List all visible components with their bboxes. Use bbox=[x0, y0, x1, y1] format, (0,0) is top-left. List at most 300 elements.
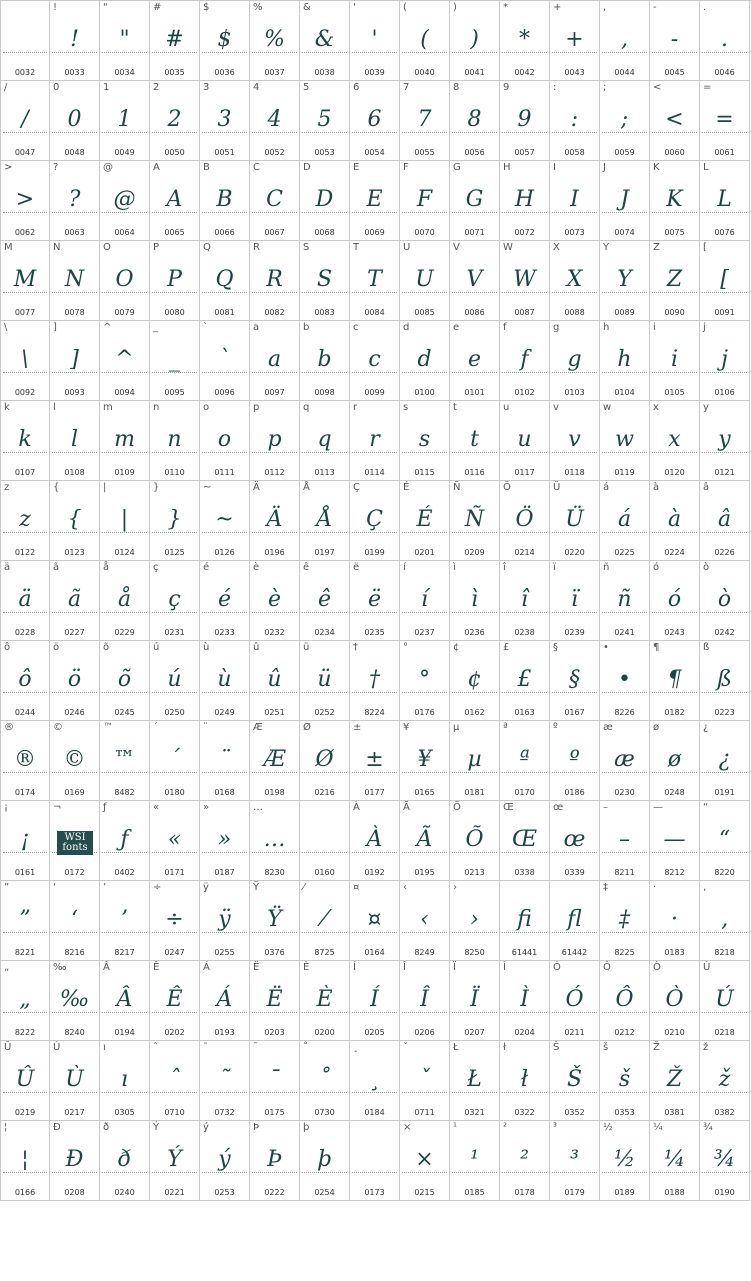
character-label: † bbox=[353, 642, 358, 653]
character-label: 9 bbox=[503, 82, 510, 93]
glyph-cell bbox=[200, 401, 250, 481]
character-label: G bbox=[453, 162, 461, 173]
character-code: 0216 bbox=[314, 788, 335, 797]
glyph-cell bbox=[50, 881, 100, 961]
character-label: ç bbox=[153, 562, 159, 573]
character-label: R bbox=[253, 242, 260, 253]
glyph-sample: å bbox=[117, 587, 132, 612]
character-code: 0106 bbox=[714, 388, 735, 397]
glyph-cell bbox=[500, 881, 550, 961]
character-label: Õ bbox=[453, 802, 461, 813]
character-label: | bbox=[103, 482, 107, 493]
glyph-cell bbox=[600, 481, 650, 561]
glyph-cell bbox=[350, 961, 400, 1041]
glyph-cell bbox=[500, 401, 550, 481]
glyph-sample: ÿ bbox=[218, 907, 231, 932]
glyph-cell bbox=[700, 321, 750, 401]
character-label: J bbox=[603, 162, 606, 173]
character-code: 0173 bbox=[364, 1188, 385, 1197]
character-code: 0109 bbox=[114, 468, 135, 477]
glyph-cell bbox=[550, 1041, 600, 1121]
character-code: 0223 bbox=[714, 708, 735, 717]
glyph-sample: 5 bbox=[317, 107, 332, 132]
character-code: 0083 bbox=[314, 308, 335, 317]
glyph-sample: ˇ bbox=[419, 1067, 430, 1092]
glyph-sample: Ô bbox=[615, 987, 634, 1012]
glyph-sample: 7 bbox=[417, 107, 432, 132]
glyph-sample: Œ bbox=[511, 827, 538, 852]
glyph-sample: R bbox=[266, 267, 283, 292]
character-label: ł bbox=[503, 1042, 506, 1053]
character-label: ° bbox=[403, 642, 408, 653]
character-label: j bbox=[703, 322, 706, 333]
character-code: 0189 bbox=[614, 1188, 635, 1197]
character-label: Ý bbox=[153, 1122, 160, 1133]
character-code: 0247 bbox=[164, 948, 185, 957]
glyph-sample: µ bbox=[467, 747, 482, 772]
glyph-cell bbox=[100, 321, 150, 401]
glyph-sample: Ü bbox=[565, 507, 584, 532]
glyph-cell bbox=[250, 721, 300, 801]
character-code: 0255 bbox=[214, 948, 235, 957]
glyph-sample: É bbox=[416, 507, 433, 532]
glyph-cell bbox=[700, 801, 750, 881]
glyph-cell bbox=[50, 561, 100, 641]
character-label: Å bbox=[303, 482, 310, 493]
glyph-cell bbox=[350, 321, 400, 401]
glyph-cell bbox=[600, 1121, 650, 1201]
character-label: z bbox=[4, 482, 10, 493]
character-code: 0097 bbox=[264, 388, 285, 397]
glyph-sample: = bbox=[715, 107, 734, 132]
glyph-cell bbox=[650, 401, 700, 481]
character-label: g bbox=[553, 322, 560, 333]
glyph-cell bbox=[50, 401, 100, 481]
character-label: ¥ bbox=[403, 722, 410, 733]
glyph-cell bbox=[250, 641, 300, 721]
character-label: ä bbox=[4, 562, 11, 573]
character-label: è bbox=[253, 562, 260, 573]
character-code: 0242 bbox=[714, 628, 735, 637]
character-label: ^ bbox=[103, 322, 112, 333]
character-label: Á bbox=[203, 962, 210, 973]
glyph-cell bbox=[500, 1, 550, 81]
character-label: Ö bbox=[503, 482, 511, 493]
character-code: 0245 bbox=[114, 708, 135, 717]
character-code: 0126 bbox=[214, 548, 235, 557]
character-label: ‹ bbox=[403, 882, 407, 893]
character-label: ⁄ bbox=[303, 882, 305, 893]
glyph-cell bbox=[350, 481, 400, 561]
character-code: 0181 bbox=[464, 788, 485, 797]
character-label: H bbox=[503, 162, 511, 173]
character-code: 0240 bbox=[114, 1188, 135, 1197]
glyph-cell bbox=[550, 321, 600, 401]
character-code: 8725 bbox=[314, 948, 335, 957]
character-code: 0238 bbox=[514, 628, 535, 637]
character-code: 0248 bbox=[664, 788, 685, 797]
glyph-cell bbox=[100, 1041, 150, 1121]
character-code: 8216 bbox=[64, 948, 85, 957]
character-label: V bbox=[453, 242, 460, 253]
glyph-sample: ¯ bbox=[269, 1067, 280, 1092]
character-label: % bbox=[253, 2, 263, 13]
glyph-cell bbox=[450, 401, 500, 481]
character-code: 0235 bbox=[364, 628, 385, 637]
character-label: þ bbox=[303, 1122, 310, 1133]
character-label: § bbox=[553, 642, 558, 653]
glyph-sample: Í bbox=[370, 987, 379, 1012]
character-label: ˜ bbox=[203, 1042, 208, 1053]
glyph-sample: ¡ bbox=[20, 827, 30, 852]
character-label: Ä bbox=[253, 482, 260, 493]
glyph-cell bbox=[250, 481, 300, 561]
character-code: 0059 bbox=[614, 148, 635, 157]
glyph-cell bbox=[300, 1121, 350, 1201]
character-code: 0730 bbox=[314, 1108, 335, 1117]
character-code: 0161 bbox=[14, 868, 36, 877]
character-label: ¸ bbox=[353, 1042, 358, 1053]
glyph-sample: Ð bbox=[65, 1147, 84, 1172]
character-label: s bbox=[403, 402, 409, 413]
character-label: ¬ bbox=[53, 802, 62, 813]
glyph-sample: U bbox=[415, 267, 434, 292]
character-code: 0044 bbox=[614, 68, 635, 77]
glyph-sample: K bbox=[666, 187, 683, 212]
glyph-sample: ƒ bbox=[120, 827, 129, 852]
character-code: 0032 bbox=[14, 68, 36, 77]
glyph-cell bbox=[450, 1, 500, 81]
glyph-sample: ˜ bbox=[219, 1067, 230, 1092]
glyph-cell bbox=[650, 801, 700, 881]
glyph-cell bbox=[500, 1041, 550, 1121]
glyph-sample: ð bbox=[117, 1147, 132, 1172]
glyph-cell bbox=[400, 641, 450, 721]
character-code: 0225 bbox=[614, 548, 635, 557]
character-code: 0732 bbox=[214, 1108, 235, 1117]
character-code: 0107 bbox=[14, 468, 36, 477]
character-code: 0105 bbox=[664, 388, 685, 397]
glyph-cell bbox=[450, 161, 500, 241]
character-code: 0227 bbox=[64, 628, 85, 637]
character-label: Ê bbox=[153, 962, 160, 973]
glyph-sample: Â bbox=[116, 987, 133, 1012]
character-code: 0111 bbox=[214, 468, 235, 477]
glyph-sample: È bbox=[316, 987, 333, 1012]
glyph-cell bbox=[200, 161, 250, 241]
character-label: î bbox=[503, 562, 506, 573]
character-label: q bbox=[303, 402, 310, 413]
glyph-sample: ã bbox=[67, 587, 82, 612]
character-label: 8 bbox=[453, 82, 460, 93]
character-code: 0221 bbox=[164, 1188, 185, 1197]
character-label: µ bbox=[453, 722, 460, 733]
character-code: 0243 bbox=[664, 628, 685, 637]
character-code: 0224 bbox=[664, 548, 685, 557]
character-code: 0035 bbox=[164, 68, 185, 77]
character-code: 0178 bbox=[514, 1188, 535, 1197]
character-code: 0217 bbox=[64, 1108, 85, 1117]
character-label: ð bbox=[103, 1122, 110, 1133]
glyph-cell bbox=[50, 241, 100, 321]
glyph-cell bbox=[1, 1, 50, 81]
character-label: r bbox=[353, 402, 358, 413]
glyph-sample: ) bbox=[470, 27, 479, 52]
glyph-cell bbox=[50, 721, 100, 801]
character-code: 0200 bbox=[314, 1028, 335, 1037]
character-code: 0212 bbox=[614, 1028, 635, 1037]
glyph-sample: Ã bbox=[416, 827, 433, 852]
glyph-cell bbox=[50, 1, 100, 81]
character-label: ] bbox=[53, 322, 57, 333]
glyph-sample: Ë bbox=[266, 987, 283, 1012]
glyph-sample: y bbox=[718, 427, 731, 452]
glyph-sample: † bbox=[369, 667, 380, 692]
character-label: O bbox=[103, 242, 111, 253]
glyph-cell bbox=[650, 1, 700, 81]
character-code: 0222 bbox=[264, 1188, 285, 1197]
glyph-cell bbox=[400, 321, 450, 401]
glyph-sample: z bbox=[19, 507, 31, 532]
character-code: 0228 bbox=[14, 628, 36, 637]
character-code: 0046 bbox=[714, 68, 735, 77]
character-label: æ bbox=[603, 722, 613, 733]
character-code: 0090 bbox=[664, 308, 685, 317]
glyph-sample: S bbox=[316, 267, 333, 292]
character-code: 0180 bbox=[164, 788, 185, 797]
glyph-cell bbox=[1, 401, 50, 481]
glyph-sample: ? bbox=[68, 187, 81, 212]
character-code: 0114 bbox=[364, 468, 385, 477]
character-code: 0091 bbox=[714, 308, 735, 317]
character-code: 0049 bbox=[114, 148, 135, 157]
glyph-cell bbox=[250, 801, 300, 881]
glyph-sample: 3 bbox=[217, 107, 232, 132]
glyph-sample: à bbox=[667, 507, 682, 532]
glyph-sample: ‘ bbox=[71, 907, 78, 932]
character-code: 0338 bbox=[514, 868, 535, 877]
glyph-cell bbox=[700, 561, 750, 641]
character-code: 0321 bbox=[464, 1108, 485, 1117]
glyph-sample: ö bbox=[67, 667, 82, 692]
glyph-sample: § bbox=[569, 667, 580, 692]
character-code: 0051 bbox=[214, 148, 235, 157]
glyph-sample: ! bbox=[70, 27, 79, 52]
glyph-cell bbox=[600, 881, 650, 961]
glyph-cell bbox=[700, 881, 750, 961]
glyph-cell bbox=[700, 641, 750, 721]
glyph-sample: A bbox=[166, 187, 183, 212]
glyph-cell bbox=[700, 961, 750, 1041]
character-code: 0099 bbox=[364, 388, 385, 397]
character-code: 0094 bbox=[114, 388, 135, 397]
glyph-cell bbox=[100, 641, 150, 721]
character-label: & bbox=[303, 2, 311, 13]
glyph-sample: ¨ bbox=[219, 747, 230, 772]
glyph-cell bbox=[150, 81, 200, 161]
glyph-sample: ñ bbox=[617, 587, 632, 612]
character-code: 0067 bbox=[264, 228, 285, 237]
character-label: v bbox=[553, 402, 559, 413]
glyph-sample: H bbox=[514, 187, 535, 212]
character-label: ² bbox=[503, 1122, 508, 1133]
glyph-sample: 0 bbox=[67, 107, 82, 132]
glyph-sample: ™ bbox=[113, 747, 136, 772]
character-code: 0121 bbox=[714, 468, 735, 477]
character-label: × bbox=[403, 1122, 412, 1133]
glyph-sample: ¥ bbox=[417, 747, 432, 772]
glyph-sample: ’ bbox=[121, 907, 128, 932]
glyph-cell bbox=[450, 801, 500, 881]
character-code: 0219 bbox=[14, 1108, 36, 1117]
character-label: } bbox=[153, 482, 160, 493]
glyph-sample: è bbox=[267, 587, 282, 612]
character-code: 0214 bbox=[514, 548, 535, 557]
character-label: © bbox=[53, 722, 63, 733]
character-label: É bbox=[403, 482, 410, 493]
character-code: 0381 bbox=[664, 1108, 685, 1117]
glyph-sample: Y bbox=[617, 267, 632, 292]
character-label: ø bbox=[653, 722, 660, 733]
character-label: W bbox=[503, 242, 513, 253]
character-code: 0069 bbox=[364, 228, 385, 237]
glyph-sample: ü bbox=[317, 667, 332, 692]
glyph-cell bbox=[500, 721, 550, 801]
character-label: = bbox=[703, 82, 712, 93]
glyph-sample: \ bbox=[21, 347, 29, 372]
glyph-sample: ô bbox=[18, 667, 32, 692]
character-code: 0102 bbox=[514, 388, 535, 397]
glyph-cell bbox=[150, 561, 200, 641]
character-label: ¾ bbox=[703, 1122, 713, 1133]
glyph-cell bbox=[1, 721, 50, 801]
character-code: 0209 bbox=[464, 548, 485, 557]
character-label: é bbox=[203, 562, 210, 573]
glyph-cell bbox=[450, 881, 500, 961]
character-label: õ bbox=[103, 642, 110, 653]
glyph-sample: ® bbox=[14, 747, 36, 772]
character-label: o bbox=[203, 402, 210, 413]
character-label: 2 bbox=[153, 82, 160, 93]
glyph-cell bbox=[150, 401, 200, 481]
glyph-sample: ` bbox=[219, 347, 230, 372]
character-label: K bbox=[653, 162, 660, 173]
character-label: … bbox=[253, 802, 263, 813]
glyph-cell bbox=[350, 81, 400, 161]
glyph-cell bbox=[400, 1, 450, 81]
character-code: 8211 bbox=[614, 868, 635, 877]
glyph-sample: ] bbox=[70, 347, 79, 372]
character-code: 0096 bbox=[214, 388, 235, 397]
glyph-cell bbox=[50, 641, 100, 721]
glyph-sample: ò bbox=[717, 587, 732, 612]
baseline-guide bbox=[3, 52, 47, 53]
glyph-sample: » bbox=[217, 827, 232, 852]
character-label: · bbox=[653, 882, 657, 893]
glyph-sample: t bbox=[470, 427, 479, 452]
character-label: e bbox=[453, 322, 460, 333]
character-code: 0041 bbox=[464, 68, 485, 77]
glyph-sample: b bbox=[317, 347, 332, 372]
glyph-cell bbox=[650, 721, 700, 801]
character-label: ê bbox=[303, 562, 310, 573]
character-code: 0172 bbox=[64, 868, 85, 877]
glyph-sample: û bbox=[267, 667, 282, 692]
glyph-cell bbox=[650, 1041, 700, 1121]
glyph-cell bbox=[500, 961, 550, 1041]
character-code: 0098 bbox=[314, 388, 335, 397]
character-label: Œ bbox=[503, 802, 514, 813]
glyph-sample: d bbox=[417, 347, 432, 372]
glyph-cell bbox=[350, 801, 400, 881]
character-code: 0036 bbox=[214, 68, 235, 77]
glyph-sample: m bbox=[114, 427, 135, 452]
glyph-sample: J bbox=[620, 187, 629, 212]
character-label: @ bbox=[103, 162, 113, 173]
glyph-sample: ý bbox=[218, 1147, 231, 1172]
glyph-sample: c bbox=[368, 347, 381, 372]
glyph-cell bbox=[700, 241, 750, 321]
character-label: ¼ bbox=[653, 1122, 663, 1133]
glyph-sample: ½ bbox=[613, 1147, 636, 1172]
character-label: d bbox=[403, 322, 410, 333]
character-code: 0190 bbox=[714, 1188, 735, 1197]
character-code: 0184 bbox=[364, 1108, 385, 1117]
glyph-sample: Q bbox=[215, 267, 234, 292]
glyph-sample: Ì bbox=[520, 987, 529, 1012]
glyph-sample: ç bbox=[168, 587, 181, 612]
character-code: 0058 bbox=[564, 148, 585, 157]
glyph-sample: í bbox=[420, 587, 429, 612]
character-label: . bbox=[703, 2, 707, 13]
character-code: 0165 bbox=[414, 788, 435, 797]
glyph-cell bbox=[150, 961, 200, 1041]
glyph-sample: ( bbox=[420, 27, 429, 52]
character-code: 0192 bbox=[364, 868, 385, 877]
character-code: 8482 bbox=[114, 788, 135, 797]
character-code: 0187 bbox=[214, 868, 235, 877]
glyph-sample: Ž bbox=[666, 1067, 683, 1092]
character-label: L bbox=[703, 162, 709, 173]
glyph-sample: ‰ bbox=[59, 987, 90, 1012]
character-code: 0188 bbox=[664, 1188, 685, 1197]
character-code: 0205 bbox=[364, 1028, 385, 1037]
glyph-cell bbox=[450, 1121, 500, 1201]
glyph-sample: ´ bbox=[169, 747, 180, 772]
character-code: 8250 bbox=[464, 948, 485, 957]
character-code: 0068 bbox=[314, 228, 335, 237]
glyph-cell bbox=[300, 1, 350, 81]
glyph-cell bbox=[150, 1041, 200, 1121]
character-code: 0202 bbox=[164, 1028, 185, 1037]
character-code: 0120 bbox=[664, 468, 685, 477]
glyph-cell bbox=[250, 321, 300, 401]
character-code: 0322 bbox=[514, 1108, 535, 1117]
glyph-cell bbox=[1, 641, 50, 721]
glyph-sample: [ bbox=[720, 267, 729, 292]
glyph-sample: ' bbox=[371, 27, 378, 52]
character-code: 0052 bbox=[264, 148, 285, 157]
glyph-sample: fi bbox=[517, 907, 532, 932]
glyph-sample: ä bbox=[18, 587, 32, 612]
glyph-sample: G bbox=[465, 187, 484, 212]
glyph-cell bbox=[400, 961, 450, 1041]
glyph-cell bbox=[300, 241, 350, 321]
glyph-cell bbox=[700, 1121, 750, 1201]
character-code: 0037 bbox=[264, 68, 285, 77]
character-code: 0339 bbox=[564, 868, 585, 877]
glyph-cell bbox=[150, 1, 200, 81]
